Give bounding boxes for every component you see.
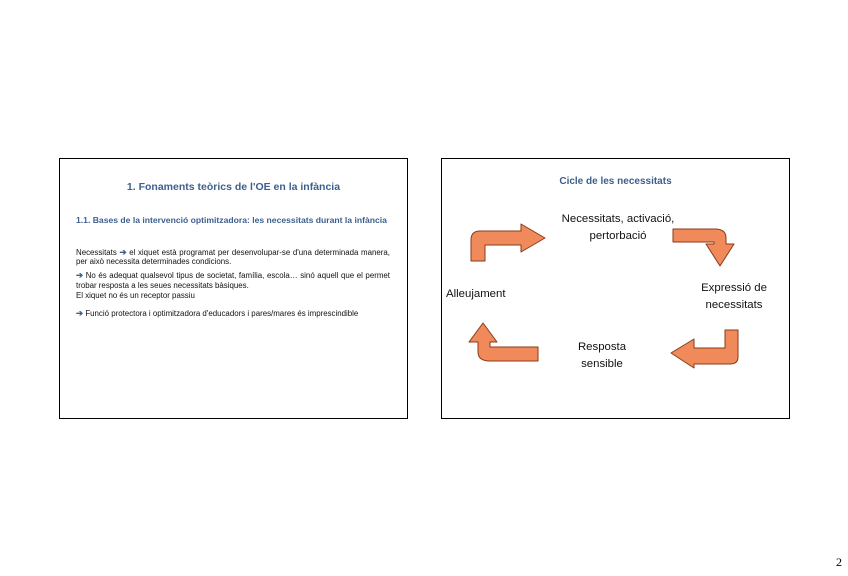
curved-arrow-icon: [670, 329, 742, 369]
cycle-step-resposta: [550, 339, 654, 373]
paragraph-receptor: [76, 291, 390, 300]
page-number: 2: [836, 555, 842, 569]
cycle-step-expressio: [678, 280, 790, 314]
paragraph-societat: [76, 271, 390, 289]
slide-fonaments: [59, 158, 408, 419]
cycle-step-line: pertorbació: [589, 230, 647, 242]
cycle-step-line: sensible: [581, 358, 623, 370]
right-arrow-icon: ➔: [76, 270, 84, 281]
funcio-text: Funció protectora i optimitzadora d'educadors i pares/mares és imprescindible: [85, 309, 359, 319]
paragraph-funcio: [76, 309, 390, 318]
right-arrow-icon: ➔: [119, 247, 127, 257]
cycle-step-line: Necessitats, activació,: [561, 213, 675, 225]
necessitats-term: Necessitats: [76, 248, 117, 257]
right-arrow-icon: ➔: [76, 308, 84, 319]
cycle-step-line: necessitats: [705, 299, 763, 311]
slide-title: 1. Fonaments teòrics de l'OE en la infància: [126, 181, 341, 193]
societat-text: No és adequat qualsevol tipus de societat, família, escola… sinó aquell que el permet trobar resposta a les seues necessitats bàsiques.: [76, 271, 390, 290]
curved-arrow-icon: [469, 223, 549, 263]
cycle-step-alleujament: Alleujament: [446, 288, 506, 300]
slide-cicle: [441, 158, 790, 419]
cycle-step-line: Resposta: [577, 341, 627, 353]
paragraph-necessitats: [76, 248, 390, 266]
curved-arrow-icon: [460, 322, 540, 364]
necessitats-text: el xiquet està programat per desenvolupar-se d'una determinada manera, per això necessita determinades condicions.: [76, 248, 390, 267]
curved-arrow-icon: [672, 228, 754, 268]
slide-title: Cicle de les necessitats: [559, 176, 672, 187]
slide-subtitle: 1.1. Bases de la intervenció optimitzadora: les necessitats durant la infància: [76, 215, 387, 225]
slide-body: [76, 248, 390, 323]
receptor-text: El xiquet no és un receptor passiu: [76, 290, 195, 300]
cycle-step-line: Expressió de: [701, 282, 767, 294]
